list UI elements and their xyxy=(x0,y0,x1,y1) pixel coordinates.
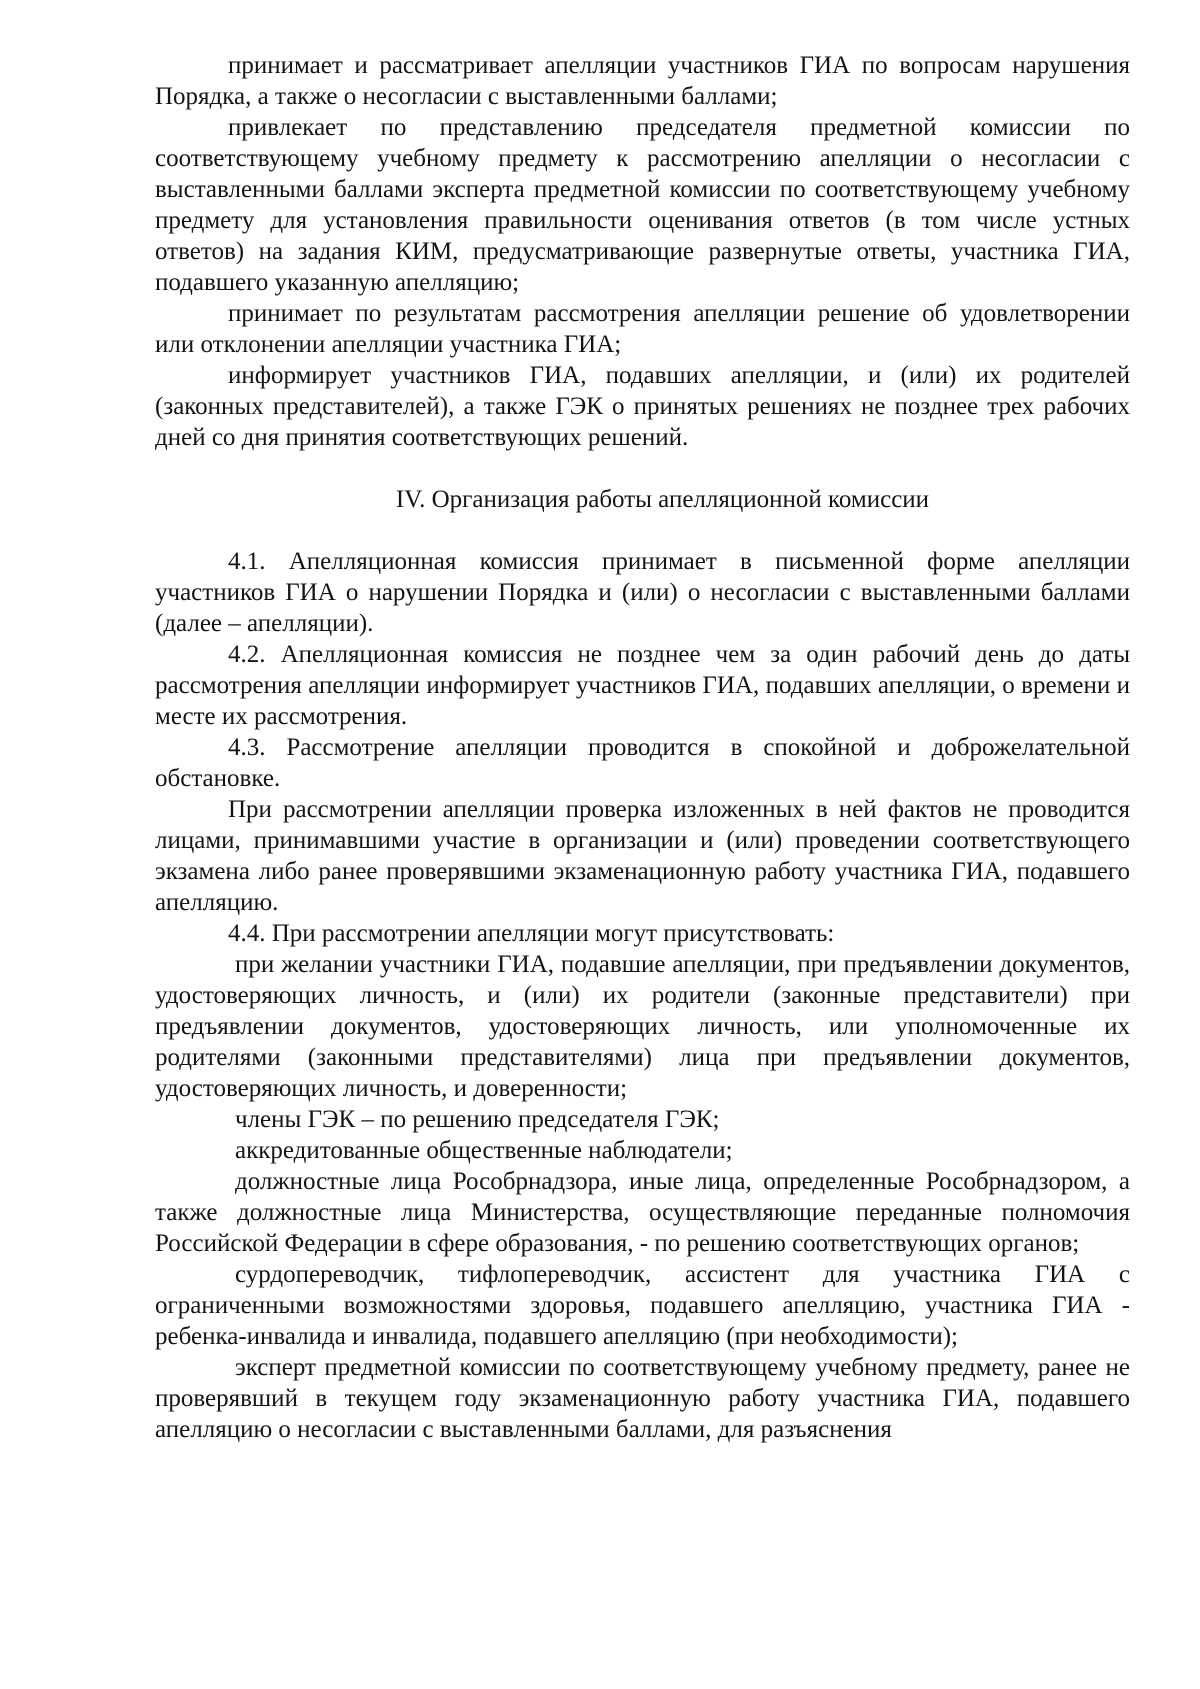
paragraph-participants: при желании участники ГИА, подавшие апелляции, при предъявлении документов, удостоверяющих личность, и (или) их родители (законные представители) при предъявлении документов, удостоверяющих личность, или уполномоченные их родителями (законными представителями) лица при предъявлении документов, удостоверяющих личность, и доверенности; xyxy=(155,951,1130,1102)
section-heading: IV. Организация работы апелляционной комиссии xyxy=(395,486,930,513)
paragraph-4-1: 4.1. Апелляционная комиссия принимает в письменной форме апелляции участников ГИА о нарушении Порядка и (или) о несогласии с выставленными баллами (далее – апелляции). xyxy=(155,548,1130,637)
paragraph-verification: При рассмотрении апелляции проверка изложенных в ней фактов не проводится лицами, принимавшими участие в организации и (или) проведении соответствующего экзамена либо ранее проверявшими экзаменационную работу участника ГИА, подавшего апелляцию. xyxy=(155,796,1130,916)
document-body xyxy=(155,50,1130,1445)
paragraph-assistants: сурдопереводчик, тифлопереводчик, ассистент для участника ГИА с ограниченными возможностями здоровья, подавшего апелляцию, участника ГИА - ребенка-инвалида и инвалида, подавшего апелляцию (при необходимости); xyxy=(155,1261,1130,1350)
paragraph-duty-expert: привлекает по представлению председателя предметной комиссии по соответствующему учебному предмету к рассмотрению апелляции о несогласии с выставленными баллами эксперта предметной комиссии по соответствующему учебному предмету для установления правильности оценивания ответов (в том числе устных ответов) на задания КИМ, предусматривающие развернутые ответы, участника ГИА, подавшего указанную апелляцию; xyxy=(155,114,1130,296)
paragraph-duty-accept: принимает и рассматривает апелляции участников ГИА по вопросам нарушения Порядка, а также о несогласии с выставленными баллами; xyxy=(155,52,1130,110)
paragraph-observers: аккредитованные общественные наблюдатели; xyxy=(235,1137,733,1164)
paragraph-4-4: 4.4. При рассмотрении апелляции могут присутствовать: xyxy=(228,920,835,947)
paragraph-expert: эксперт предметной комиссии по соответствующему учебному предмету, ранее не проверявший в текущем году экзаменационную работу участника ГИА, подавшего апелляцию о несогласии с выставленными баллами, для разъяснения xyxy=(155,1354,1130,1443)
paragraph-officials: должностные лица Рособрнадзора, иные лица, определенные Рособрнадзором, а также должностные лица Министерства, осуществляющие переданные полномочия Российской Федерации в сфере образования, - по решению соответствующих органов; xyxy=(155,1168,1130,1257)
paragraph-duty-decision: принимает по результатам рассмотрения апелляции решение об удовлетворении или отклонении апелляции участника ГИА; xyxy=(155,300,1130,358)
paragraph-4-3: 4.3. Рассмотрение апелляции проводится в спокойной и доброжелательной обстановке. xyxy=(155,734,1130,792)
paragraph-4-2: 4.2. Апелляционная комиссия не позднее чем за один рабочий день до даты рассмотрения апелляции информирует участников ГИА, подавших апелляции, о времени и месте их рассмотрения. xyxy=(155,641,1130,730)
paragraph-gek-members: члены ГЭК – по решению председателя ГЭК; xyxy=(235,1106,720,1133)
paragraph-duty-inform: информирует участников ГИА, подавших апелляции, и (или) их родителей (законных представителей), а также ГЭК о принятых решениях не позднее трех рабочих дней со дня принятия соответствующих решений. xyxy=(155,362,1130,451)
